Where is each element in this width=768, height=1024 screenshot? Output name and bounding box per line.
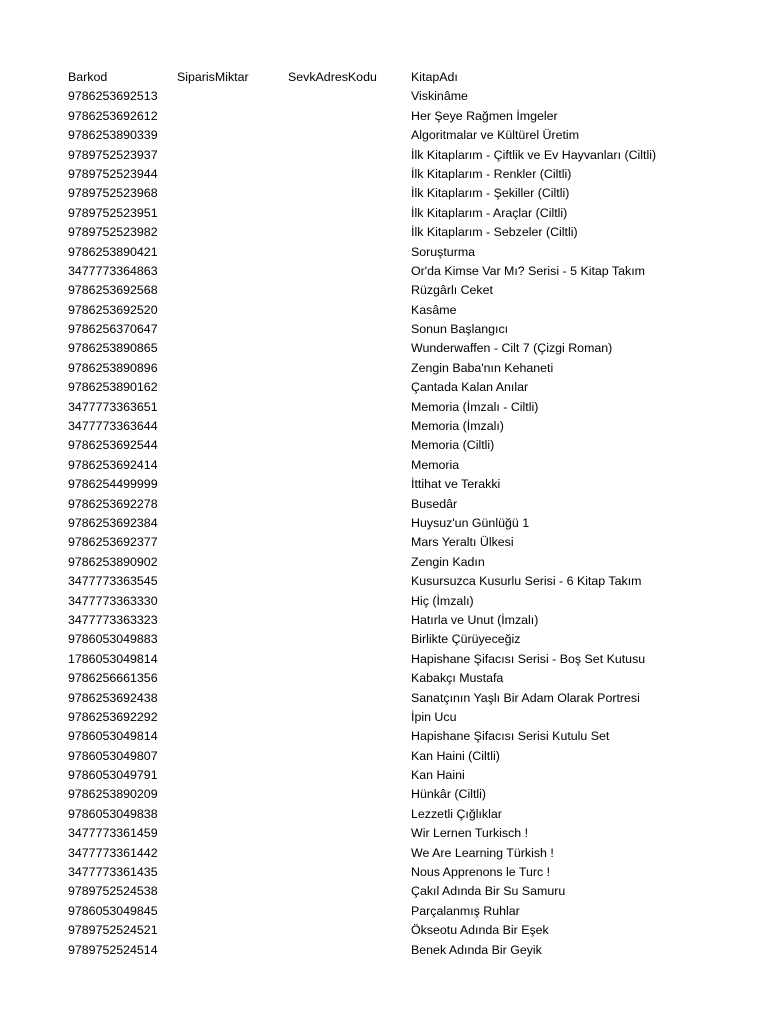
cell-barkod: 9789752524521 (68, 923, 158, 938)
cell-kitap-adi: Kabakçı Mustafa (411, 671, 504, 686)
cell-barkod: 9786053049814 (68, 729, 158, 744)
cell-barkod: 9786253692278 (68, 496, 158, 511)
table-row (68, 417, 748, 436)
table-row (68, 805, 748, 824)
cell-kitap-adi: İlk Kitaplarım - Çiftlik ve Ev Hayvanları (Ciltli) (411, 147, 657, 162)
table-row (68, 495, 748, 514)
cell-kitap-adi: Soruşturma (411, 244, 476, 259)
table-row (68, 572, 748, 591)
table-row (68, 747, 748, 766)
cell-kitap-adi: Parçalanmış Ruhlar (411, 903, 520, 918)
table-row (68, 301, 748, 320)
cell-kitap-adi: Hünkâr (Ciltli) (411, 787, 487, 802)
cell-barkod: 9786053049807 (68, 748, 158, 763)
cell-barkod: 3477773363651 (68, 399, 158, 414)
table-row (68, 844, 748, 863)
column-header-sevk-adres-kodu: SevkAdresKodu (288, 70, 377, 84)
cell-kitap-adi: Wir Lernen Turkisch ! (411, 826, 529, 841)
cell-barkod: 1786053049814 (68, 651, 158, 666)
table-row (68, 359, 748, 378)
cell-kitap-adi: Kusursuzca Kusurlu Serisi - 6 Kitap Takım (411, 574, 642, 589)
cell-kitap-adi: Benek Adında Bir Geyik (411, 942, 542, 957)
table-row (68, 766, 748, 785)
cell-kitap-adi: Ökseotu Adında Bir Eşek (411, 923, 549, 938)
table-row (68, 902, 748, 921)
cell-kitap-adi: Kasâme (411, 302, 457, 317)
cell-barkod: 9786253692438 (68, 690, 158, 705)
cell-kitap-adi: Sonun Başlangıcı (411, 322, 509, 337)
cell-barkod: 3477773363644 (68, 419, 158, 434)
cell-barkod: 3477773363330 (68, 593, 158, 608)
cell-barkod: 9789752523944 (68, 166, 158, 181)
table-row (68, 126, 748, 145)
cell-barkod: 9786253692377 (68, 535, 158, 550)
table-row (68, 436, 748, 455)
cell-barkod: 9786053049838 (68, 806, 158, 821)
cell-barkod: 9789752523968 (68, 186, 158, 201)
cell-barkod: 9786253692568 (68, 283, 158, 298)
cell-barkod: 9789752523937 (68, 147, 158, 162)
spreadsheet-table (68, 68, 748, 960)
cell-kitap-adi: Çantada Kalan Anılar (411, 380, 529, 395)
cell-kitap-adi: Mars Yeraltı Ülkesi (411, 535, 514, 550)
table-row (68, 223, 748, 242)
cell-barkod: 9786253890209 (68, 787, 158, 802)
table-body (68, 87, 748, 960)
cell-kitap-adi: Huysuz'un Günlüğü 1 (411, 515, 530, 530)
cell-barkod: 3477773361459 (68, 826, 158, 841)
cell-barkod: 9786256661356 (68, 671, 158, 686)
cell-kitap-adi: Kan Haini (Ciltli) (411, 748, 500, 763)
table-row (68, 146, 748, 165)
table-row (68, 165, 748, 184)
cell-barkod: 9786253890339 (68, 128, 158, 143)
table-row (68, 650, 748, 669)
cell-kitap-adi: Her Şeye Rağmen İmgeler (411, 108, 558, 123)
cell-kitap-adi: Kan Haini (411, 768, 465, 783)
table-row (68, 553, 748, 572)
cell-kitap-adi: Hapishane Şifacısı Serisi Kutulu Set (411, 729, 610, 744)
table-row (68, 533, 748, 552)
cell-kitap-adi: İpin Ucu (411, 709, 457, 724)
cell-kitap-adi: İlk Kitaplarım - Renkler (Ciltli) (411, 166, 572, 181)
table-row (68, 184, 748, 203)
cell-barkod: 9786253692384 (68, 515, 158, 530)
cell-kitap-adi: Zengin Kadın (411, 554, 485, 569)
cell-kitap-adi: Hapishane Şifacısı Serisi - Boş Set Kutusu (411, 651, 646, 666)
cell-barkod: 9786253890421 (68, 244, 158, 259)
cell-barkod: 9786253890162 (68, 380, 158, 395)
cell-barkod: 3477773363545 (68, 574, 158, 589)
cell-kitap-adi: Zengin Baba'nın Kehaneti (411, 360, 554, 375)
table-row (68, 243, 748, 262)
cell-kitap-adi: İlk Kitaplarım - Araçlar (Ciltli) (411, 205, 568, 220)
table-row (68, 398, 748, 417)
cell-kitap-adi: Lezzetli Çığlıklar (411, 806, 502, 821)
cell-kitap-adi: Viskinâme (411, 89, 468, 104)
cell-kitap-adi: We Are Learning Türkish ! (411, 845, 554, 860)
cell-barkod: 9786053049883 (68, 632, 158, 647)
cell-barkod: 9789752524514 (68, 942, 158, 957)
cell-kitap-adi: Memoria (Ciltli) (411, 438, 495, 453)
cell-barkod: 9789752524538 (68, 884, 158, 899)
cell-barkod: 9786053049791 (68, 768, 158, 783)
cell-kitap-adi: Nous Apprenons le Turc ! (411, 865, 551, 880)
table-row (68, 378, 748, 397)
cell-barkod: 9786253890865 (68, 341, 158, 356)
cell-kitap-adi: İlk Kitaplarım - Sebzeler (Ciltli) (411, 225, 578, 240)
cell-barkod: 3477773361435 (68, 865, 158, 880)
cell-kitap-adi: Sanatçının Yaşlı Bir Adam Olarak Portresi (411, 690, 640, 705)
table-row (68, 611, 748, 630)
cell-kitap-adi: Hiç (İmzalı) (411, 593, 474, 608)
cell-kitap-adi: Wunderwaffen - Cilt 7 (Çizgi Roman) (411, 341, 613, 356)
cell-barkod: 9786253692292 (68, 709, 158, 724)
table-row (68, 339, 748, 358)
column-header-kitap-adi: KitapAdı (411, 70, 458, 84)
cell-barkod: 9786253692544 (68, 438, 158, 453)
table-row (68, 824, 748, 843)
table-row (68, 630, 748, 649)
cell-barkod: 3477773364863 (68, 263, 158, 278)
table-row (68, 669, 748, 688)
cell-barkod: 9786256370647 (68, 322, 158, 337)
table-row (68, 204, 748, 223)
table-row (68, 785, 748, 804)
cell-barkod: 9786253890902 (68, 554, 158, 569)
table-row (68, 514, 748, 533)
table-row (68, 708, 748, 727)
table-row (68, 863, 748, 882)
cell-kitap-adi: Memoria (411, 457, 460, 472)
table-row (68, 456, 748, 475)
cell-barkod: 9786053049845 (68, 903, 158, 918)
cell-kitap-adi: Çakıl Adında Bir Su Samuru (411, 884, 566, 899)
table-row (68, 727, 748, 746)
cell-barkod: 9786254499999 (68, 477, 158, 492)
table-row (68, 592, 748, 611)
table-row (68, 87, 748, 106)
cell-kitap-adi: Algoritmalar ve Kültürel Üretim (411, 128, 580, 143)
cell-barkod: 9789752523982 (68, 225, 158, 240)
table-row (68, 262, 748, 281)
cell-kitap-adi: İlk Kitaplarım - Şekiller (Ciltli) (411, 186, 570, 201)
cell-kitap-adi: Memoria (İmzalı) (411, 419, 504, 434)
table-row (68, 941, 748, 960)
table-row (68, 689, 748, 708)
table-row (68, 107, 748, 126)
cell-barkod: 9786253692513 (68, 89, 158, 104)
cell-kitap-adi: Or'da Kimse Var Mı? Serisi - 5 Kitap Takım (411, 263, 645, 278)
table-row (68, 320, 748, 339)
cell-kitap-adi: Hatırla ve Unut (İmzalı) (411, 612, 539, 627)
cell-barkod: 3477773363323 (68, 612, 158, 627)
header-row (68, 68, 748, 87)
table-row (68, 281, 748, 300)
cell-kitap-adi: Birlikte Çürüyeceğiz (411, 632, 521, 647)
table-row (68, 475, 748, 494)
table-row (68, 921, 748, 940)
cell-kitap-adi: Rüzgârlı Ceket (411, 283, 493, 298)
cell-kitap-adi: İttihat ve Terakki (411, 477, 501, 492)
cell-barkod: 9789752523951 (68, 205, 158, 220)
cell-barkod: 3477773361442 (68, 845, 158, 860)
table-row (68, 882, 748, 901)
cell-barkod: 9786253692612 (68, 108, 158, 123)
column-header-siparis-miktar: SiparisMiktar (177, 70, 249, 84)
cell-barkod: 9786253692520 (68, 302, 158, 317)
cell-barkod: 9786253692414 (68, 457, 158, 472)
cell-kitap-adi: Busedâr (411, 496, 458, 511)
column-header-barkod: Barkod (68, 70, 108, 84)
cell-kitap-adi: Memoria (İmzalı - Ciltli) (411, 399, 539, 414)
cell-barkod: 9786253890896 (68, 360, 158, 375)
